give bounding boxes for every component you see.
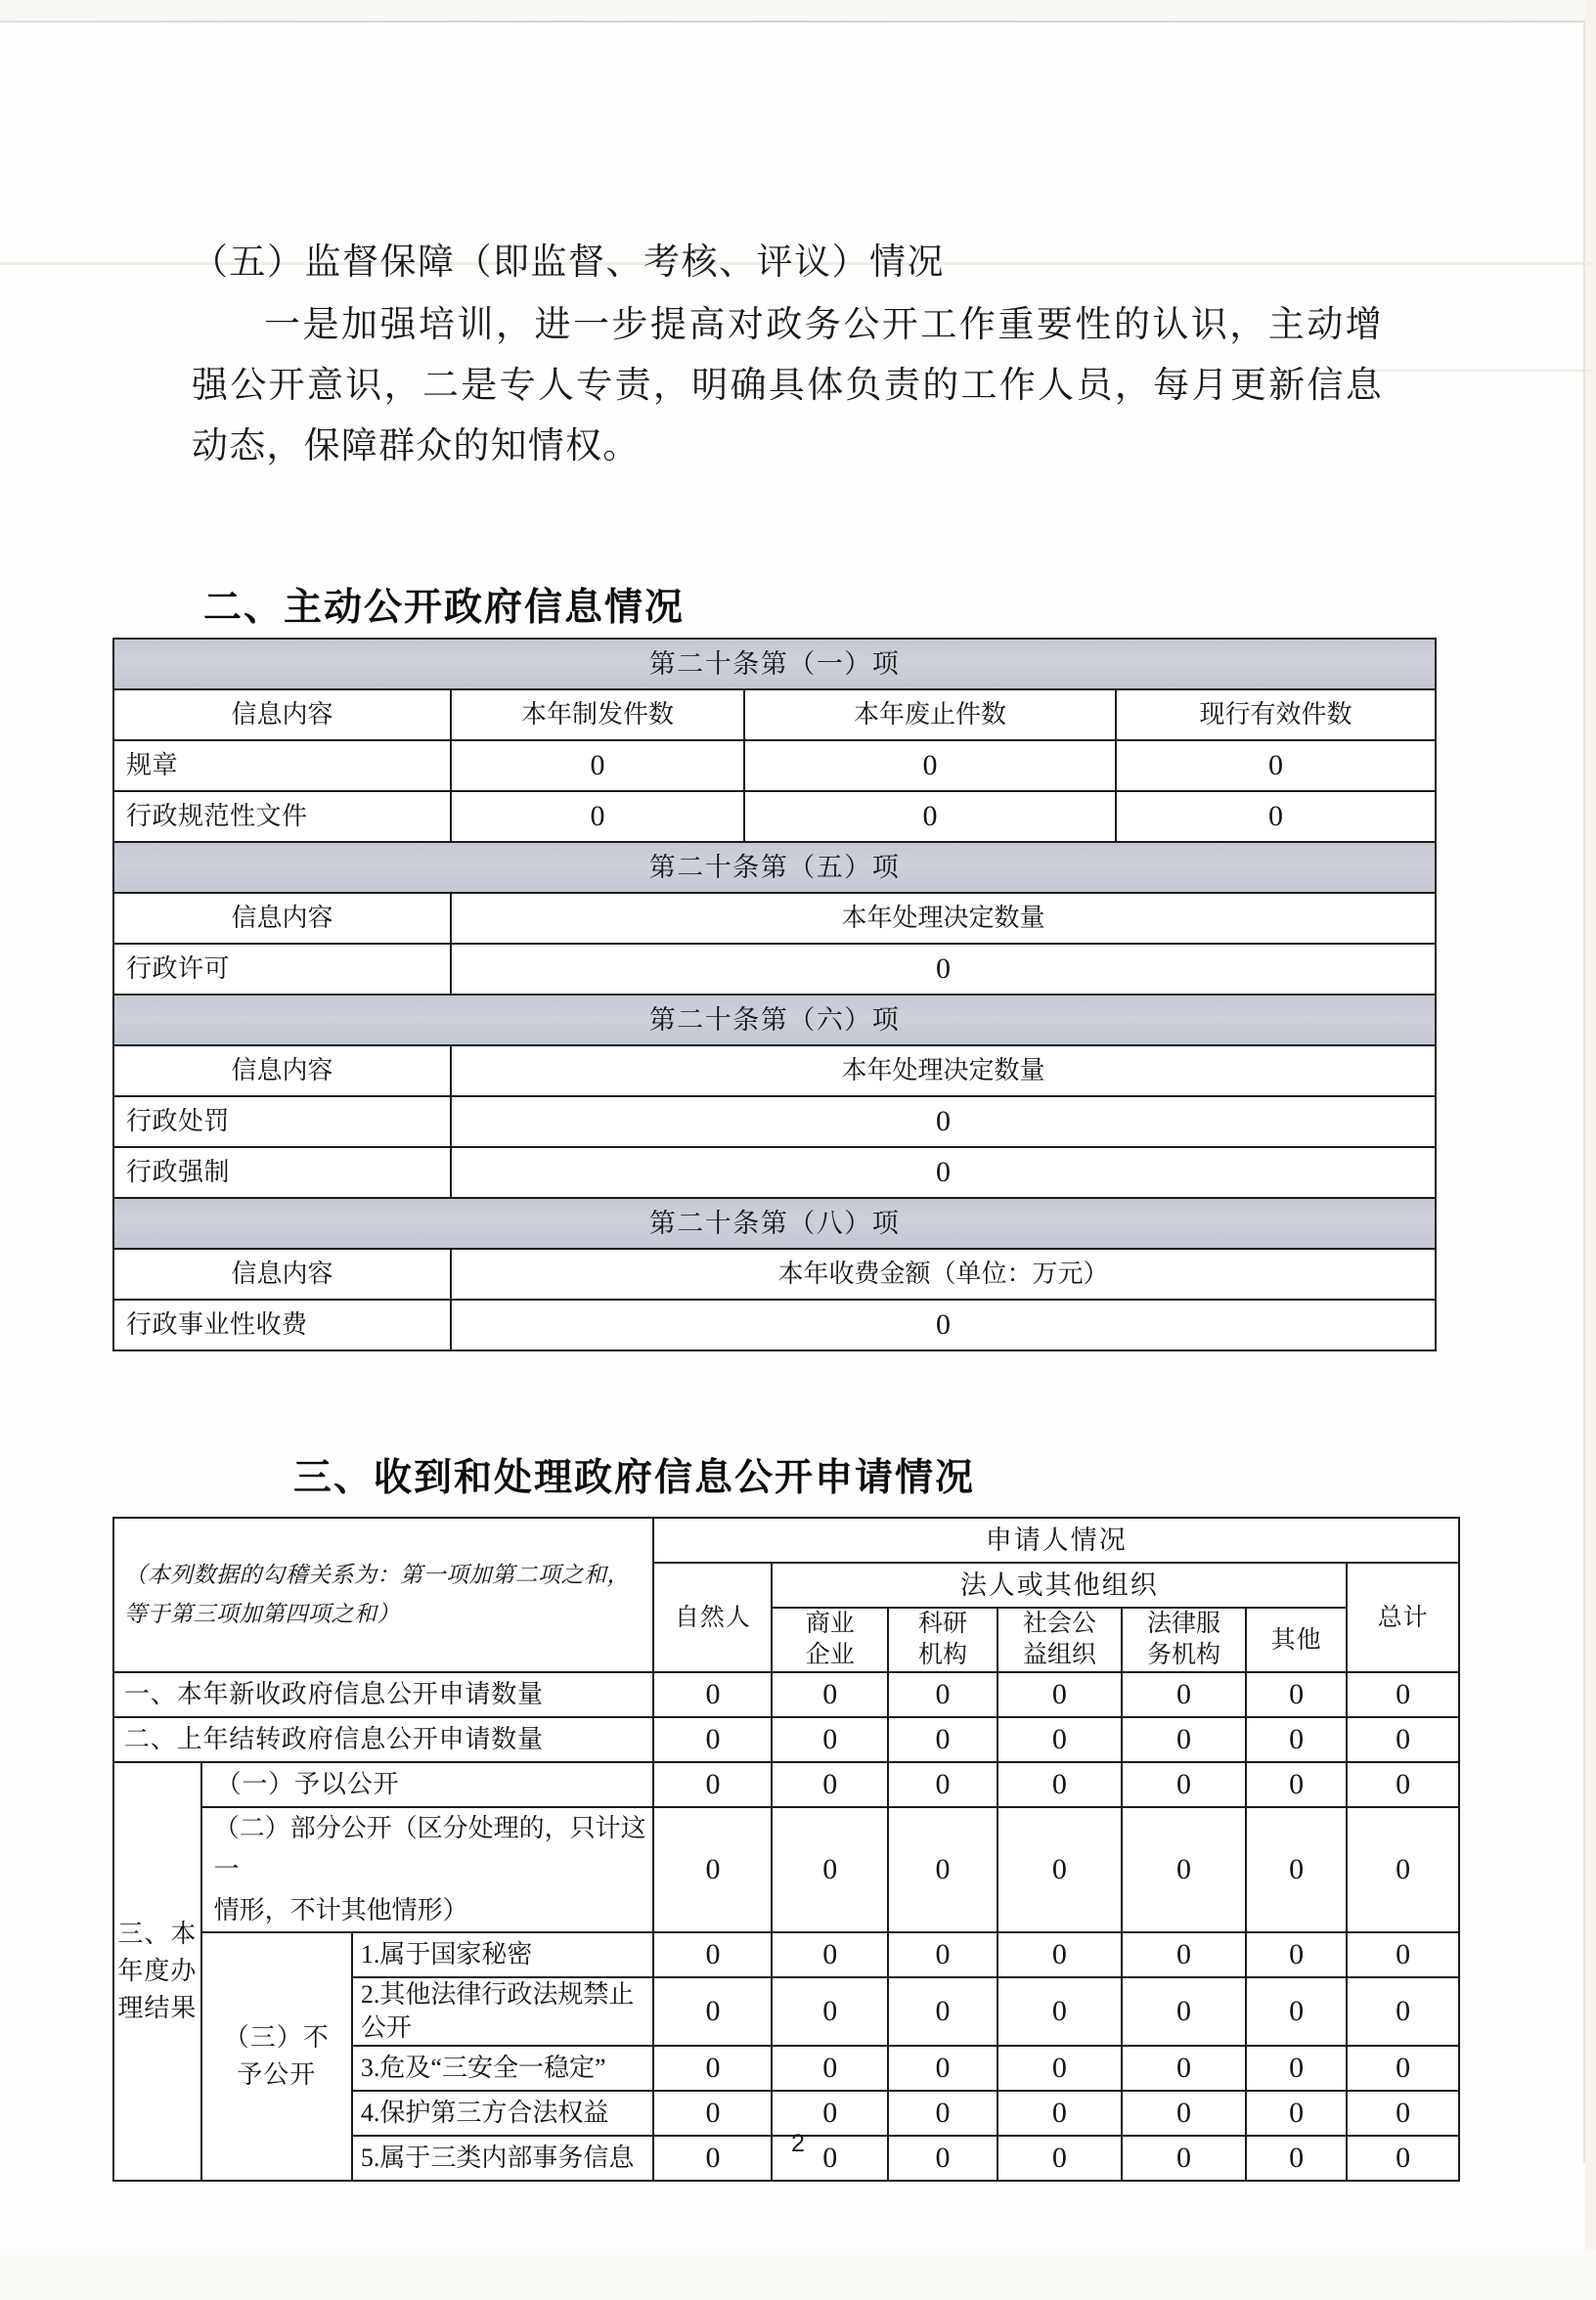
cell-value: 0 (998, 2136, 1122, 2181)
cell-value: 0 (653, 2046, 772, 2091)
cell-value: 0 (1122, 1672, 1246, 1717)
row-label-disclosed: （一）予以公开 (201, 1762, 654, 1807)
cell-value: 0 (451, 791, 744, 842)
cell-value: 0 (1116, 791, 1436, 842)
cell-value: 0 (744, 791, 1116, 842)
cell-value: 0 (451, 1147, 1436, 1198)
subsection-heading-five: （五）监督保障（即监督、考核、评议）情况 (192, 243, 945, 283)
cell-value: 0 (451, 1300, 1436, 1350)
cell-value: 0 (1347, 1762, 1459, 1807)
cell-value: 0 (653, 1717, 772, 1762)
cell-value: 0 (1347, 1717, 1459, 1762)
cell-value: 0 (451, 740, 744, 791)
header-legal-entity: 法人或其他组织 (772, 1563, 1347, 1608)
cell-value: 0 (653, 1932, 772, 1977)
section-heading-2: 二、主动公开政府信息情况 (203, 587, 686, 629)
col-header-decisions-this-year: 本年处理决定数量 (451, 893, 1436, 944)
row-label-regulations: 规章 (113, 740, 451, 791)
prose-heading-block (192, 233, 1375, 299)
cell-value: 0 (451, 944, 1436, 995)
cell-value: 0 (1347, 1977, 1459, 2046)
table-row (113, 1045, 1436, 1096)
cell-value: 0 (998, 1717, 1122, 1762)
header-research-line1: 科研 (917, 1611, 967, 1637)
cell-value: 0 (772, 1762, 888, 1807)
col-header-info-content: 信息内容 (113, 893, 451, 944)
col-header-info-content: 信息内容 (113, 1045, 451, 1096)
header-legal-service-org (1122, 1608, 1246, 1672)
cell-value: 0 (653, 1977, 772, 2046)
cell-value: 0 (772, 2046, 888, 2091)
prose-paragraph: 一是加强培训，进一步提高对政务公开工作重要性的认识，主动增强公开意识，二是专人专责，明确具体负责的工作人员，每月更新信息动态，保障群众的知情权。 (192, 305, 1383, 466)
header-other: 其他 (1246, 1608, 1347, 1672)
scan-edge-line-right (1583, 22, 1585, 2163)
cell-value: 0 (998, 1932, 1122, 1977)
cell-value: 0 (653, 1672, 772, 1717)
row-label-admin-penalty: 行政处罚 (113, 1096, 451, 1147)
cell-value: 0 (1347, 1932, 1459, 1977)
table-row (113, 791, 1436, 842)
cell-value: 0 (653, 2136, 772, 2181)
scan-edge-line-top (0, 21, 1596, 22)
cell-value: 0 (1122, 1932, 1246, 1977)
scan-artifact-band-2 (1369, 370, 1592, 372)
cell-value: 0 (772, 1717, 888, 1762)
table-row (113, 740, 1436, 791)
header-total: 总计 (1347, 1563, 1459, 1672)
cell-value: 0 (1246, 2091, 1347, 2136)
cell-value: 0 (998, 2091, 1122, 2136)
header-business-enterprise (772, 1608, 888, 1672)
col-header-info-content: 信息内容 (113, 1249, 451, 1300)
cell-value: 0 (1122, 1807, 1246, 1932)
row-label-admin-normative-docs: 行政规范性文件 (113, 791, 451, 842)
cell-value: 0 (1347, 1807, 1459, 1932)
col-header-currently-valid: 现行有效件数 (1116, 689, 1436, 740)
col-header-fees-this-year: 本年收费金额（单位：万元） (451, 1249, 1436, 1300)
header-public-welfare-org (998, 1608, 1122, 1672)
cell-value: 0 (772, 2136, 888, 2181)
cell-value: 0 (1347, 2046, 1459, 2091)
header-business-line2: 企业 (805, 1642, 855, 1668)
table-row (113, 1717, 1459, 1762)
band-article20-6: 第二十条第（六）项 (113, 995, 1436, 1045)
row-label-new-requests: 一、本年新收政府信息公开申请数量 (113, 1672, 653, 1717)
cell-value: 0 (888, 1807, 998, 1932)
table-row (113, 639, 1436, 689)
cell-value: 0 (1246, 1762, 1347, 1807)
table-row (113, 1807, 1459, 1932)
not-disclosed-line1: （三）不 (223, 2023, 330, 2052)
cell-value: 0 (998, 1672, 1122, 1717)
cell-value: 0 (1347, 2091, 1459, 2136)
partial-disclosure-line2: 情形，不计其他情形） (213, 1896, 468, 1924)
cell-value: 0 (772, 1932, 888, 1977)
cell-value: 0 (1246, 1932, 1347, 1977)
table-row (113, 1249, 1436, 1300)
header-research-institution (888, 1608, 998, 1672)
cell-value: 0 (1246, 1717, 1347, 1762)
cell-value: 0 (998, 1807, 1122, 1932)
table-row (113, 689, 1436, 740)
band-article20-1: 第二十条第（一）项 (113, 639, 1436, 689)
row-label-internal-affairs: 5.属于三类内部事务信息 (352, 2136, 654, 2181)
row-label-carried-over-requests: 二、上年结转政府信息公开申请数量 (113, 1717, 653, 1762)
row-label-admin-fees: 行政事业性收费 (113, 1300, 451, 1350)
requests-handling-table (112, 1517, 1460, 2182)
col-header-issued-this-year: 本年制发件数 (451, 689, 744, 740)
proactive-disclosure-table (112, 638, 1437, 1351)
scan-bottom-tint (0, 2249, 1596, 2300)
table-row (113, 1300, 1436, 1350)
cell-value: 0 (1122, 1762, 1246, 1807)
header-applicant-situation: 申请人情况 (653, 1518, 1459, 1563)
header-legal-service-line2: 务机构 (1146, 1642, 1220, 1668)
band-article20-5: 第二十条第（五）项 (113, 842, 1436, 893)
page-number: 2 (791, 2130, 805, 2157)
header-business-line1: 商业 (805, 1611, 855, 1637)
cell-value: 0 (1122, 1977, 1246, 2046)
cell-value: 0 (653, 1807, 772, 1932)
row-label-third-party-rights: 4.保护第三方合法权益 (352, 2091, 654, 2136)
cell-value: 0 (653, 1762, 772, 1807)
cell-value: 0 (1246, 1672, 1347, 1717)
cell-value: 0 (888, 1977, 998, 2046)
row-label-partially-disclosed (201, 1807, 654, 1932)
header-welfare-line1: 社会公 (1022, 1611, 1096, 1637)
cell-value: 0 (451, 1096, 1436, 1147)
col-header-repealed-this-year: 本年废止件数 (744, 689, 1116, 740)
section-heading-3: 三、收到和处理政府信息公开申请情况 (293, 1457, 976, 1499)
cell-value: 0 (888, 2091, 998, 2136)
header-research-line2: 机构 (917, 1642, 967, 1668)
table-row (113, 1096, 1436, 1147)
table-row (113, 1518, 1459, 1563)
cell-value: 0 (1347, 2136, 1459, 2181)
cell-value: 0 (888, 1762, 998, 1807)
table-row (113, 1672, 1459, 1717)
row-label-admin-coercion: 行政强制 (113, 1147, 451, 1198)
cell-value: 0 (888, 1717, 998, 1762)
row-label-endanger-security: 3.危及“三安全一稳定” (352, 2046, 654, 2091)
table-row (113, 842, 1436, 893)
cell-value: 0 (772, 2091, 888, 2136)
cell-value: 0 (888, 2046, 998, 2091)
corner-note: （本列数据的勾稽关系为：第一项加第二项之和，等于第三项加第四项之和） (113, 1518, 653, 1672)
cell-value: 0 (744, 740, 1116, 791)
cell-value: 0 (998, 2046, 1122, 2091)
cell-value: 0 (998, 1762, 1122, 1807)
not-disclosed-line2: 予公开 (237, 2060, 317, 2089)
cell-value: 0 (888, 2136, 998, 2181)
cell-value: 0 (1122, 2046, 1246, 2091)
header-welfare-line2: 益组织 (1022, 1642, 1096, 1668)
partial-disclosure-line1: （二）部分公开（区分处理的，只计这一 (213, 1814, 646, 1883)
table-row (113, 995, 1436, 1045)
cell-value: 0 (1246, 1807, 1347, 1932)
cell-value: 0 (772, 1672, 888, 1717)
row-label-admin-license: 行政许可 (113, 944, 451, 995)
table-row (113, 1198, 1436, 1249)
cell-value: 0 (1347, 1672, 1459, 1717)
cell-value: 0 (888, 1672, 998, 1717)
cell-value: 0 (1246, 2046, 1347, 2091)
cell-value: 0 (1122, 2136, 1246, 2181)
cell-value: 0 (772, 1807, 888, 1932)
cell-value: 0 (772, 1977, 888, 2046)
cell-value: 0 (1122, 1717, 1246, 1762)
header-natural-person: 自然人 (653, 1563, 772, 1672)
row-label-law-prohibited: 2.其他法律行政法规禁止公开 (352, 1977, 654, 2046)
band-article20-8: 第二十条第（八）项 (113, 1198, 1436, 1249)
header-legal-service-line1: 法律服 (1146, 1611, 1220, 1637)
cell-value: 0 (998, 1977, 1122, 2046)
row-label-annual-results: 三、本年度办理结果 (113, 1762, 201, 2181)
row-label-state-secret: 1.属于国家秘密 (352, 1932, 654, 1977)
cell-value: 0 (1246, 2136, 1347, 2181)
cell-value: 0 (1246, 1977, 1347, 2046)
table-row (113, 1932, 1459, 1977)
cell-value: 0 (653, 2091, 772, 2136)
table-row (113, 893, 1436, 944)
cell-value: 0 (1116, 740, 1436, 791)
cell-value: 0 (1122, 2091, 1246, 2136)
col-header-decisions-this-year: 本年处理决定数量 (451, 1045, 1436, 1096)
table-row (113, 1147, 1436, 1198)
cell-value: 0 (888, 1932, 998, 1977)
scan-top-tint (0, 0, 1596, 22)
table-row (113, 944, 1436, 995)
scan-right-tint (1585, 0, 1596, 2300)
col-header-info-content: 信息内容 (113, 689, 451, 740)
table-row (113, 1762, 1459, 1807)
